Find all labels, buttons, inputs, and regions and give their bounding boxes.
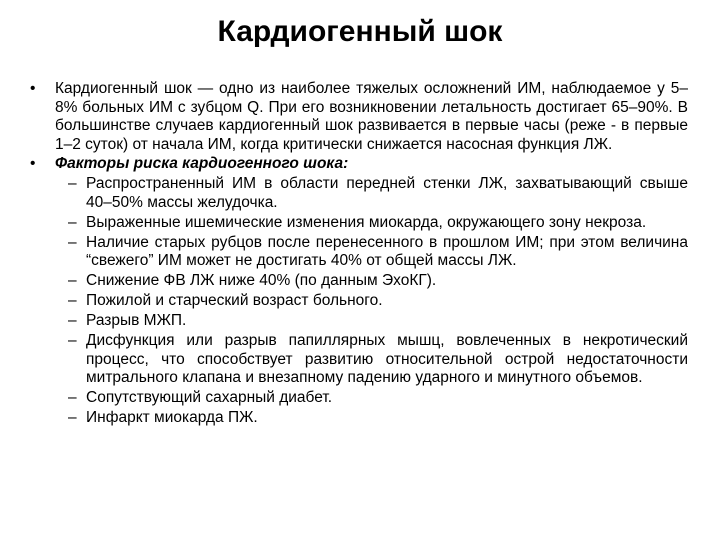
risk-factor-item <box>30 175 688 212</box>
bullet-item <box>30 80 688 154</box>
slide-content <box>30 80 688 429</box>
dash-icon: – <box>68 409 77 427</box>
risk-factor-text: Снижение ФВ ЛЖ ниже 40% (по данным ЭхоКГ). <box>86 272 437 290</box>
risk-factor-text: Пожилой и старческий возраст больного. <box>86 292 383 310</box>
risk-factor-text: Наличие старых рубцов после перенесенного в прошлом ИМ; при этом величина “свежего” ИМ может не достигать 40% от общей массы ЛЖ. <box>86 233 688 270</box>
dash-icon: – <box>68 233 77 251</box>
bullet-text: Кардиогенный шок — одно из наиболее тяжелых осложнений ИМ, наблюдаемое у 5–8% больных ИМ с зубцом Q. При его возникновении летальность достигает 65–90%. В большинстве случаев кардиогенный шок развивается в первые часы (реже - в первые 1–2 суток) от начала ИМ, когда критически снижается насосная функция ЛЖ. <box>55 80 688 153</box>
risk-factor-text: Распространенный ИМ в области передней стенки ЛЖ, захватывающий свыше 40–50% массы желудочка. <box>86 174 688 211</box>
bullet-heading: Факторы риска кардиогенного шока: <box>55 155 349 173</box>
dash-icon: – <box>68 292 77 310</box>
risk-factor-text: Сопутствующий сахарный диабет. <box>86 389 333 407</box>
risk-factor-item <box>30 292 688 311</box>
bullet-item <box>30 155 688 174</box>
dash-icon: – <box>68 332 77 350</box>
risk-factor-text: Инфаркт миокарда ПЖ. <box>86 409 258 427</box>
dash-icon: – <box>68 272 77 290</box>
risk-factor-text: Разрыв МЖП. <box>86 312 187 330</box>
dash-icon: – <box>68 213 77 231</box>
risk-factor-item <box>30 332 688 388</box>
risk-factor-item <box>30 312 688 331</box>
risk-factor-list <box>30 175 688 428</box>
risk-factor-item <box>30 409 688 428</box>
slide-title: Кардиогенный шок <box>217 15 503 48</box>
dash-icon: – <box>68 174 77 192</box>
dash-icon: – <box>68 312 77 330</box>
risk-factor-text: Дисфункция или разрыв папиллярных мышц, вовлеченных в некротический процесс, что способствует развитию относительной острой недостаточности митрального клапана и внезапному падению ударного и минутного объемов. <box>86 332 688 387</box>
risk-factor-item <box>30 234 688 271</box>
risk-factor-text: Выраженные ишемические изменения миокарда, окружающего зону некроза. <box>86 213 647 231</box>
risk-factor-item <box>30 214 688 233</box>
risk-factor-item <box>30 272 688 291</box>
bullet-icon: • <box>30 155 36 173</box>
dash-icon: – <box>68 389 77 407</box>
bullet-icon: • <box>30 80 36 97</box>
risk-factor-item <box>30 389 688 408</box>
